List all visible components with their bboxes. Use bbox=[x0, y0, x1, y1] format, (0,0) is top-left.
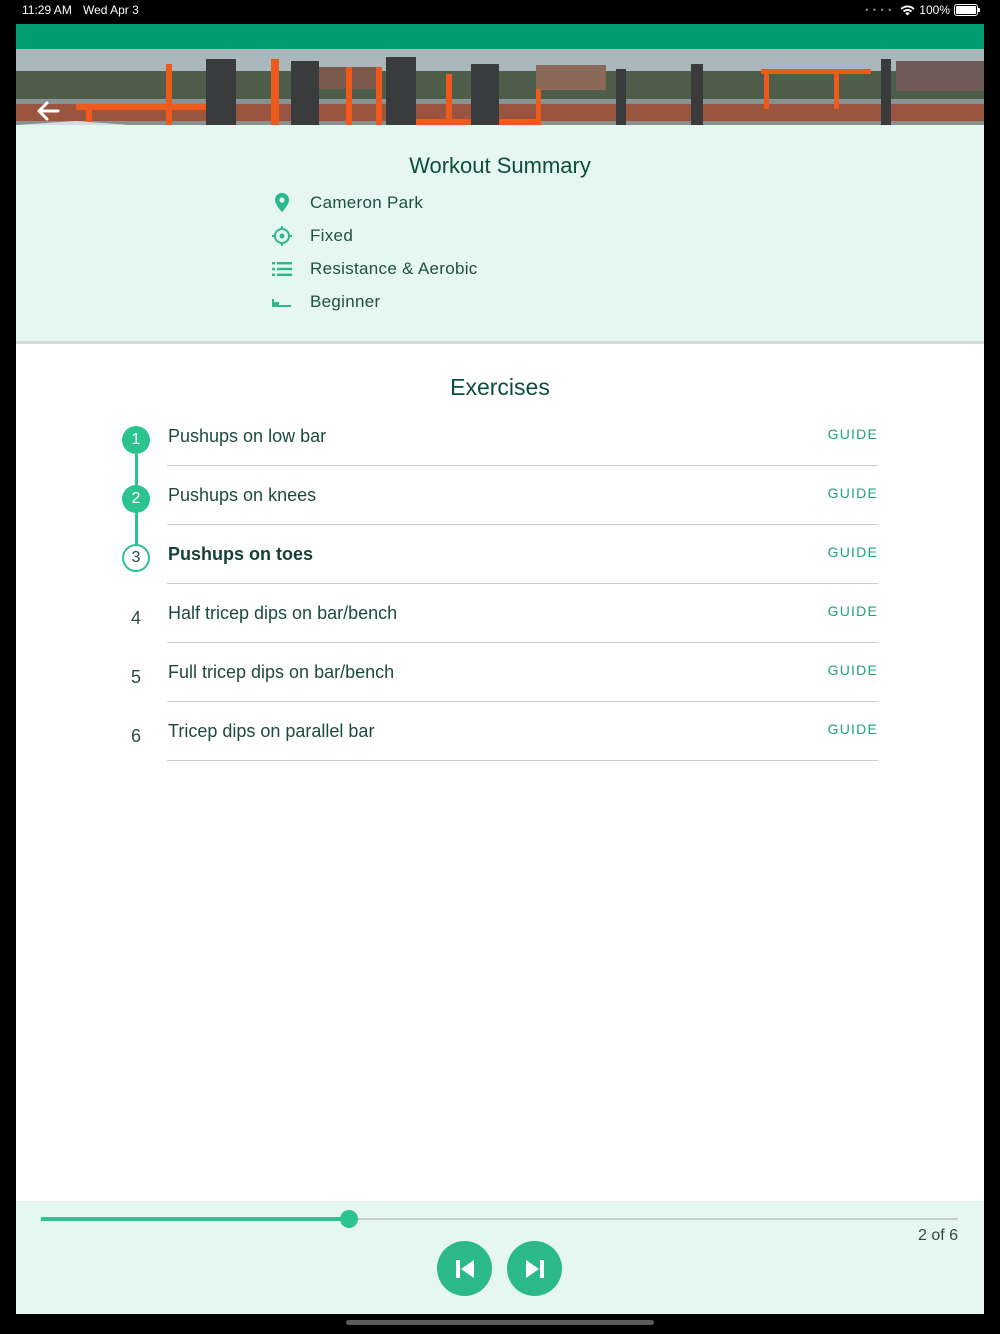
exercise-row[interactable] bbox=[167, 701, 878, 761]
step-badge-1: 1 bbox=[122, 426, 150, 454]
summary-item-label: Resistance & Aerobic bbox=[310, 259, 478, 278]
exercise-row[interactable] bbox=[167, 406, 878, 466]
arrow-left-icon bbox=[34, 97, 62, 125]
guide-link[interactable]: GUIDE bbox=[827, 662, 878, 678]
status-date: Wed Apr 3 bbox=[83, 3, 139, 17]
summary-title: Workout Summary bbox=[409, 153, 591, 178]
progress-slider[interactable] bbox=[41, 1218, 958, 1220]
summary-item-label: Fixed bbox=[310, 226, 354, 245]
status-bar bbox=[0, 0, 1000, 22]
summary-item-type bbox=[272, 224, 353, 248]
step-badge-2: 2 bbox=[122, 485, 150, 513]
exercise-row[interactable] bbox=[167, 524, 878, 584]
summary-item-label: Cameron Park bbox=[310, 193, 424, 212]
summary-item-label: Beginner bbox=[310, 292, 381, 311]
summary-item-location bbox=[272, 191, 423, 215]
status-right bbox=[865, 3, 978, 17]
guide-link[interactable]: GUIDE bbox=[827, 485, 878, 501]
step-badge-3: 3 bbox=[122, 544, 150, 572]
summary-item-level bbox=[272, 290, 380, 314]
exercise-row[interactable] bbox=[167, 465, 878, 525]
exercise-name: Pushups on knees bbox=[168, 485, 317, 505]
battery-percent: 100% bbox=[919, 3, 950, 17]
workout-player bbox=[16, 1201, 984, 1314]
step-number-4: 4 bbox=[130, 608, 141, 628]
progress-thumb[interactable] bbox=[340, 1210, 358, 1228]
guide-link[interactable]: GUIDE bbox=[827, 721, 878, 737]
app-window bbox=[16, 24, 984, 1314]
summary-item-category bbox=[272, 257, 478, 281]
signal-dots-icon: • • • • bbox=[865, 5, 893, 15]
next-button[interactable] bbox=[507, 1241, 562, 1296]
exercises-title: Exercises bbox=[450, 374, 550, 400]
wifi-icon bbox=[900, 5, 915, 16]
previous-button[interactable] bbox=[437, 1241, 492, 1296]
exercise-name: Tricep dips on parallel bar bbox=[168, 721, 375, 741]
exercise-name: Half tricep dips on bar/bench bbox=[168, 603, 398, 623]
exercise-name: Full tricep dips on bar/bench bbox=[168, 662, 395, 682]
skip-next-icon bbox=[523, 1257, 547, 1281]
guide-link[interactable]: GUIDE bbox=[827, 603, 878, 619]
battery-icon bbox=[954, 4, 978, 16]
step-counter: 2 of 6 bbox=[917, 1227, 958, 1244]
step-number-5: 5 bbox=[130, 667, 141, 687]
location-pin-icon bbox=[272, 193, 292, 213]
top-bar bbox=[16, 24, 984, 49]
step-number-6: 6 bbox=[130, 726, 141, 746]
exercise-row[interactable] bbox=[167, 583, 878, 643]
skip-previous-icon bbox=[453, 1257, 477, 1281]
workout-summary bbox=[16, 125, 984, 344]
exercise-name: Pushups on toes bbox=[168, 544, 314, 564]
guide-link[interactable]: GUIDE bbox=[827, 426, 878, 442]
level-icon bbox=[272, 292, 292, 312]
exercise-row[interactable] bbox=[167, 642, 878, 702]
exercise-name: Pushups on low bar bbox=[168, 426, 327, 446]
progress-fill bbox=[41, 1217, 349, 1221]
home-indicator[interactable] bbox=[346, 1320, 654, 1325]
status-time: 11:29 AM bbox=[22, 3, 72, 17]
guide-link[interactable]: GUIDE bbox=[827, 544, 878, 560]
crosshair-icon bbox=[272, 226, 292, 246]
list-icon bbox=[272, 259, 292, 279]
